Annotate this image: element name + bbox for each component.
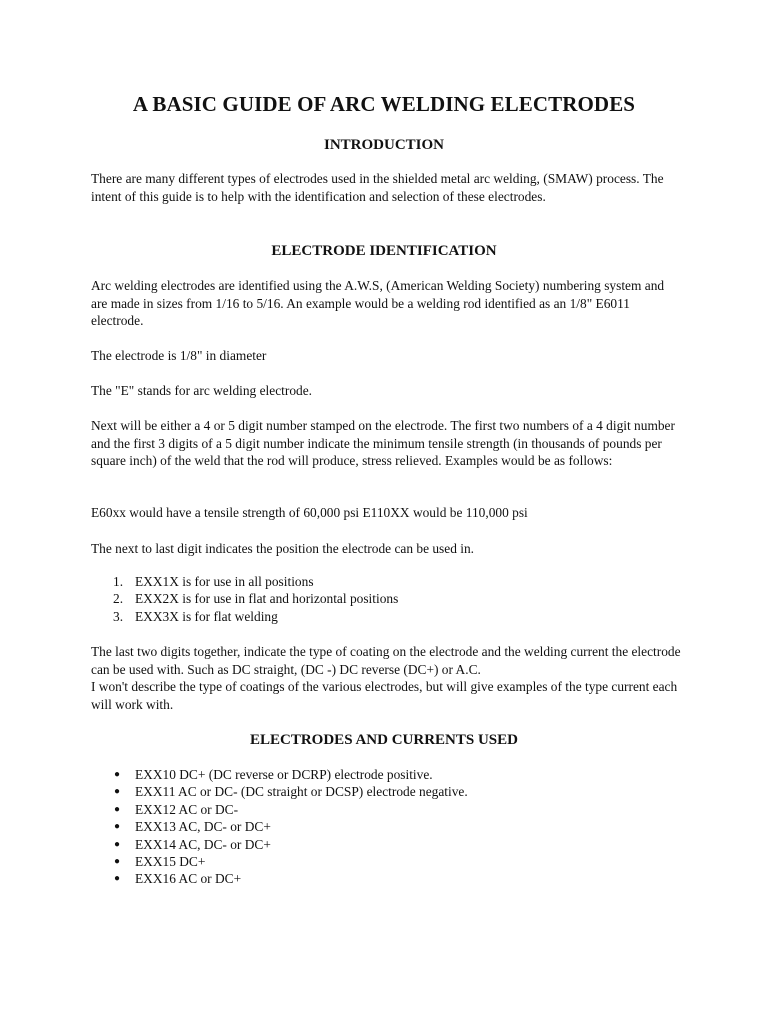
- currents-list: [91, 766, 681, 888]
- list-item: [91, 801, 681, 818]
- positions-list: [91, 573, 681, 625]
- identification-paragraph-3: The "E" stands for arc welding electrode.: [91, 383, 313, 398]
- identification-heading: ELECTRODE IDENTIFICATION: [271, 243, 497, 259]
- list-item-text: EXX14 AC, DC- or DC+: [135, 836, 271, 852]
- bullet-icon: ●: [114, 856, 121, 868]
- identification-paragraph-4: Next will be either a 4 or 5 digit number stamped on the electrode. The first two numbers of a 4 digit number and the first 3 digits of a 5 digit number indicate the minimum tensile strength (in thousands of pounds per square inch) of the weld that the rod will produce, stress relieved. Examples would be as follows:: [91, 418, 675, 469]
- identification-paragraph-8: I won't describe the type of coatings of the various electrodes, but will give examples of the type current each will work with.: [91, 679, 678, 712]
- bullet-icon: ●: [114, 803, 121, 815]
- identification-paragraph-1: Arc welding electrodes are identified using the A.W.S, (American Welding Society) numbering system and are made in sizes from 1/16 to 5/16. An example would be a welding rod identified as an 1/8" E6011 electrode.: [91, 278, 665, 329]
- identification-paragraph-2: The electrode is 1/8" in diameter: [91, 348, 267, 363]
- list-item-text: EXX15 DC+: [135, 854, 206, 870]
- list-item-text: EXX3X is for flat welding: [135, 608, 278, 624]
- list-item-text: EXX13 AC, DC- or DC+: [135, 819, 271, 835]
- list-item-text: EXX11 AC or DC- (DC straight or DCSP) electrode negative.: [135, 784, 468, 800]
- list-item-text: EXX10 DC+ (DC reverse or DCRP) electrode positive.: [135, 767, 433, 782]
- list-item-text: EXX1X is for use in all positions: [135, 574, 314, 589]
- list-item: [91, 608, 681, 625]
- list-item-text: EXX2X is for use in flat and horizontal positions: [135, 591, 399, 607]
- list-item: [91, 573, 681, 590]
- identification-paragraph-7: The last two digits together, indicate the type of coating on the electrode and the welding current the electrode can be used with. Such as DC straight, (DC -) DC reverse (DC+) or A.C.: [91, 644, 681, 677]
- page-title: A BASIC GUIDE OF ARC WELDING ELECTRODES: [132, 92, 636, 116]
- introduction-paragraph: There are many different types of electrodes used in the shielded metal arc welding, (SMAW) process. The intent of this guide is to help with the identification and selection of these electrodes.: [91, 171, 664, 204]
- list-item: [91, 783, 681, 800]
- currents-heading: ELECTRODES AND CURRENTS USED: [250, 732, 518, 748]
- identification-paragraph-6: The next to last digit indicates the position the electrode can be used in.: [91, 541, 475, 556]
- list-item-number: 1.: [113, 574, 124, 589]
- bullet-icon: ●: [114, 873, 121, 885]
- bullet-icon: ●: [114, 838, 121, 850]
- bullet-icon: ●: [114, 769, 121, 780]
- list-item-number: 2.: [113, 591, 124, 607]
- bullet-icon: ●: [114, 821, 121, 833]
- introduction-heading: INTRODUCTION: [323, 137, 444, 153]
- list-item-text: EXX12 AC or DC-: [135, 801, 239, 817]
- list-item: [91, 836, 681, 853]
- list-item-text: EXX16 AC or DC+: [135, 871, 242, 887]
- identification-paragraph-5: E60xx would have a tensile strength of 60,000 psi E110XX would be 110,000 psi: [91, 505, 528, 520]
- list-item: [91, 853, 681, 870]
- bullet-icon: ●: [114, 786, 121, 798]
- list-item: [91, 818, 681, 835]
- list-item-number: 3.: [113, 608, 124, 624]
- list-item: [91, 590, 681, 607]
- list-item: [91, 870, 681, 887]
- list-item: [91, 766, 681, 783]
